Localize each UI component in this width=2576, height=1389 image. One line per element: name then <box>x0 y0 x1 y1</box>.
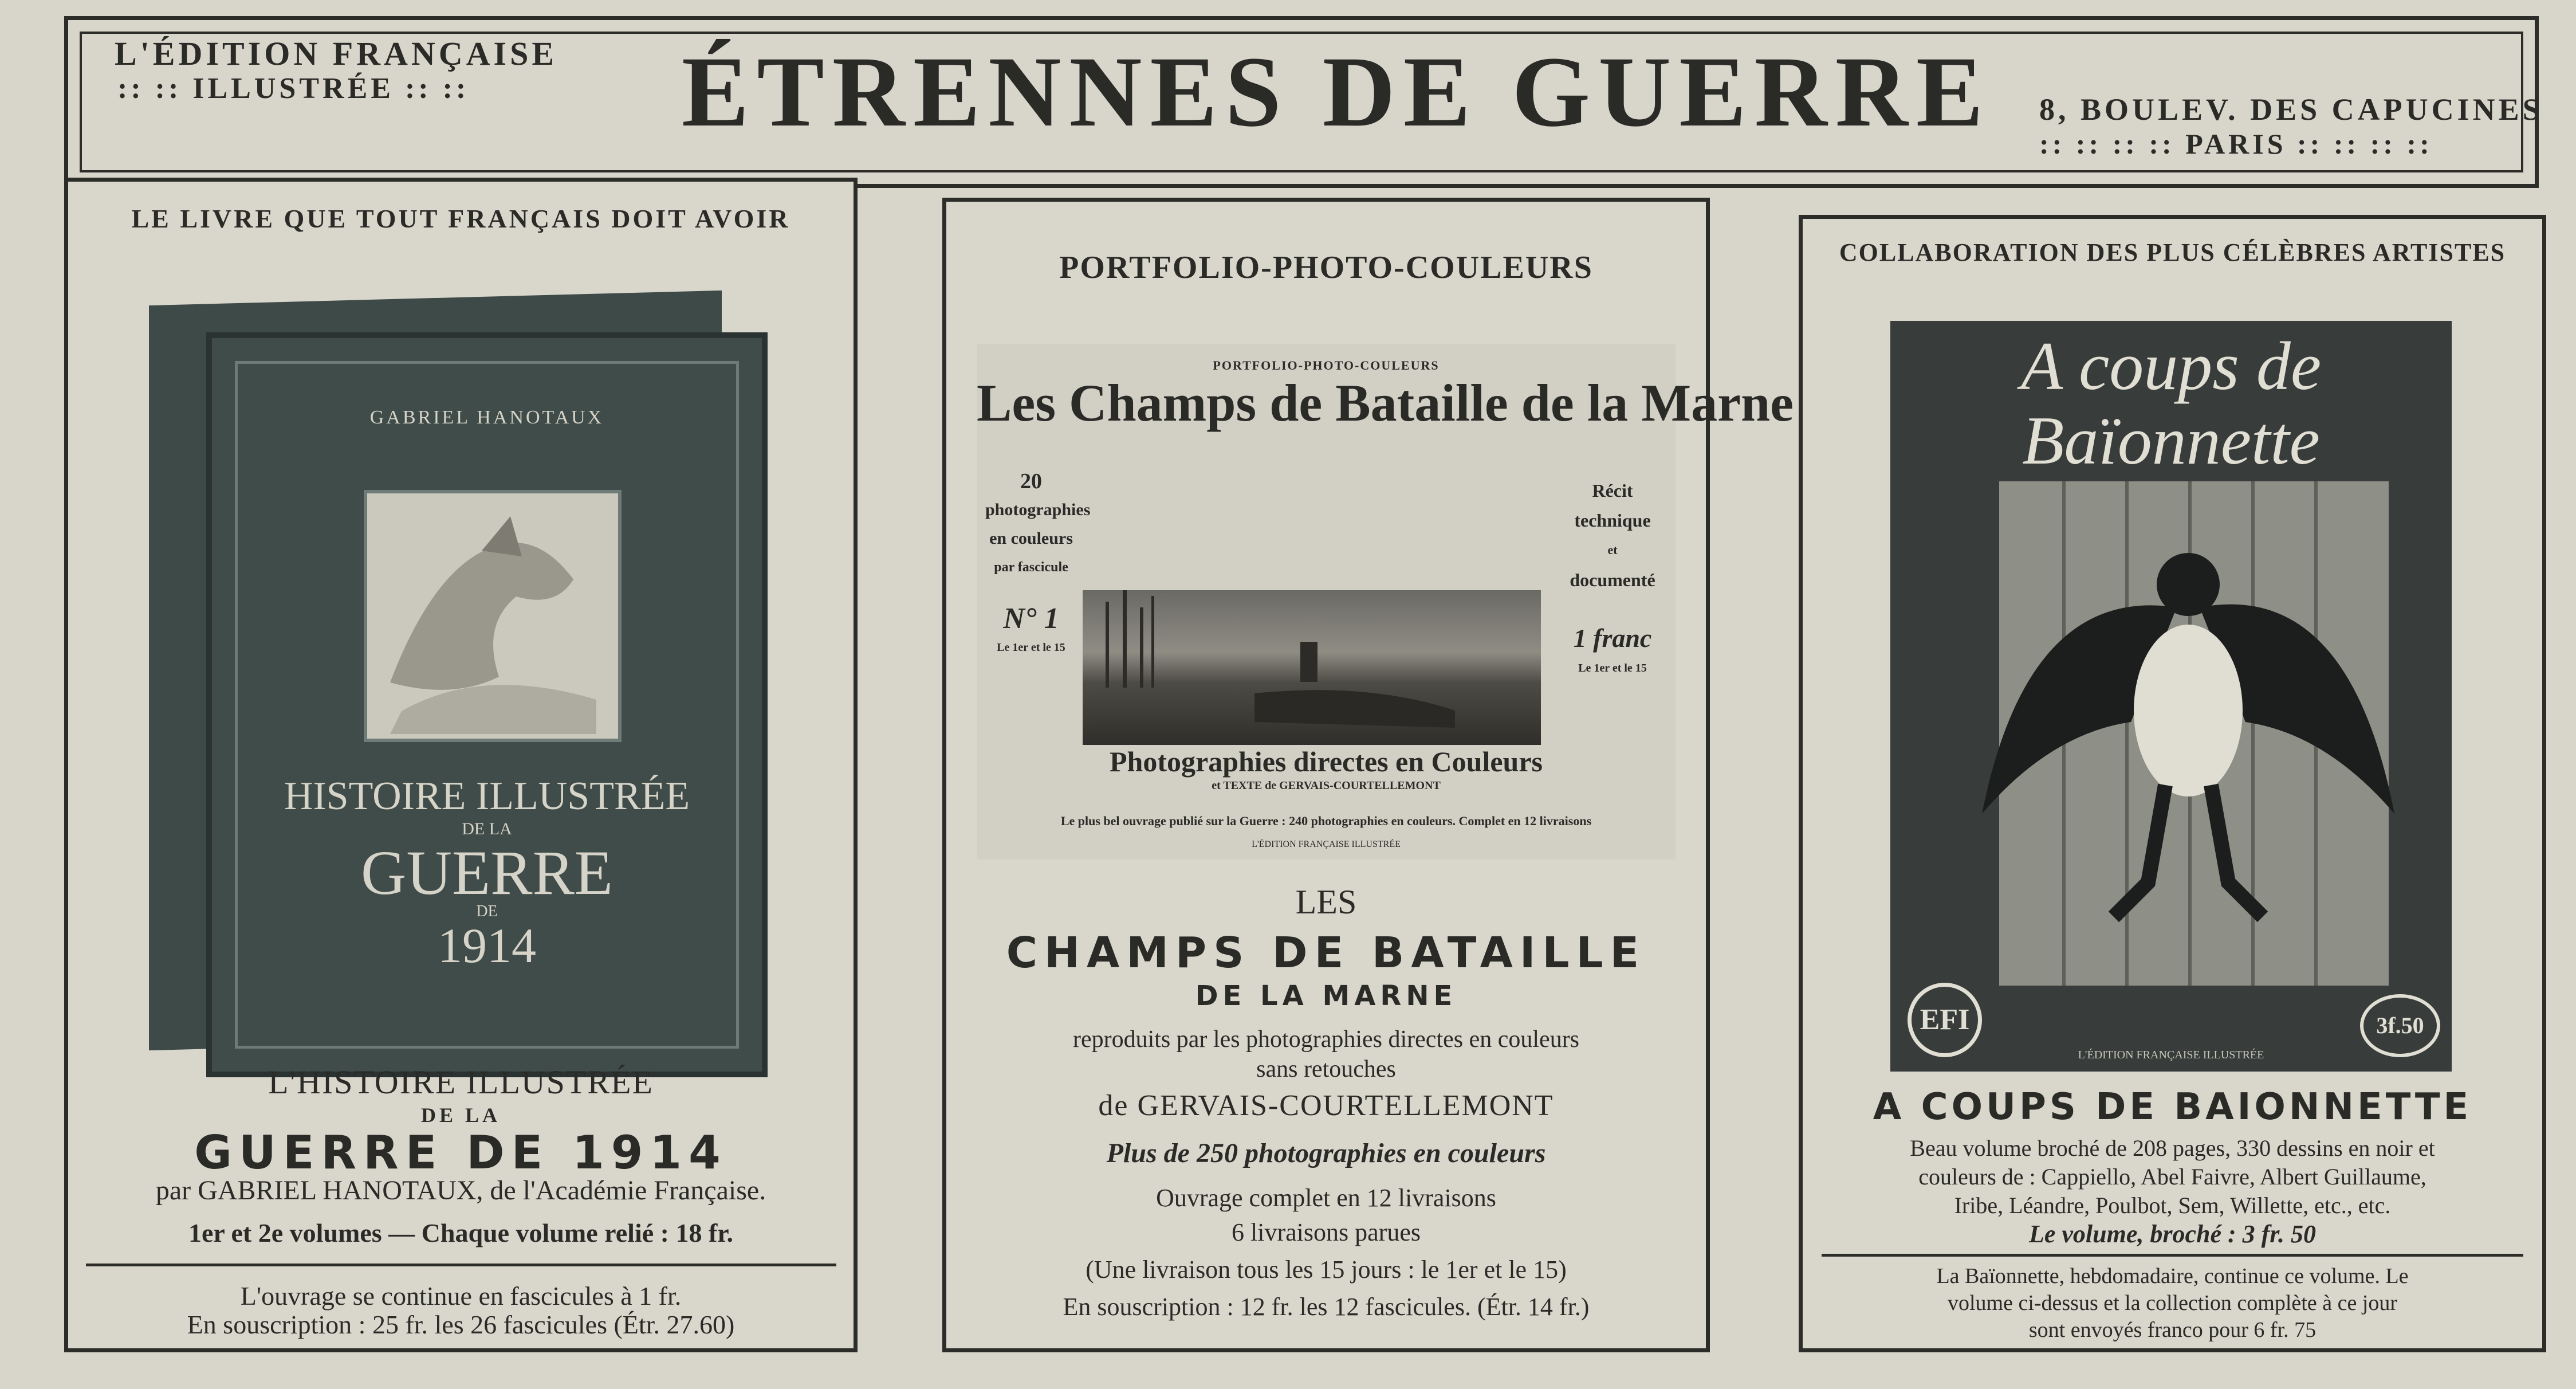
panel-caption: COLLABORATION DES PLUS CÉLÈBRES ARTISTES <box>1839 238 2506 266</box>
complete-line: Ouvrage complet en 12 livraisons <box>1156 1184 1496 1212</box>
description-line3: Iribe, Léandre, Poulbot, Sem, Willette, etc., etc. <box>1954 1192 2391 1218</box>
page-title: ÉTRENNES DE GUERRE <box>682 36 1992 148</box>
battlefield-photo <box>1083 590 1541 745</box>
book-title-line5: 1914 <box>438 918 536 973</box>
issue-price: 1 franc <box>1573 623 1652 653</box>
product-title-line1: L'HISTOIRE ILLUSTRÉE <box>268 1064 654 1101</box>
portfolio-publisher: L'ÉDITION FRANÇAISE ILLUSTRÉE <box>1252 839 1401 849</box>
panel-caption: LE LIVRE QUE TOUT FRANÇAIS DOIT AVOIR <box>131 204 791 233</box>
book-cover-illustration <box>206 332 768 1077</box>
product-title-line2: DE LA <box>420 1104 501 1127</box>
product-title-line3: DE LA MARNE <box>1195 980 1457 1012</box>
portfolio-right-column <box>1558 476 1667 683</box>
description-line1: reproduits par les photographies directes en couleurs <box>1072 1026 1580 1053</box>
product-title-line2: CHAMPS DE BATAILLE <box>1006 928 1646 978</box>
book-author: GABRIEL HANOTAUX <box>369 407 604 428</box>
publisher-subtitle: :: :: ILLUSTRÉE :: :: <box>117 72 470 105</box>
subscription-line: En souscription : 12 fr. les 12 fascicules. (Étr. 14 fr.) <box>1063 1293 1590 1321</box>
left-col-line: 20 <box>1020 469 1042 493</box>
fascicules-line: L'ouvrage se continue en fascicules à 1 fr. <box>240 1281 682 1310</box>
publisher-name: L'ÉDITION FRANÇAISE <box>115 35 558 72</box>
subscription-line: En souscription : 25 fr. les 26 fascicules (Étr. 27.60) <box>187 1310 735 1339</box>
portfolio-author: et TEXTE de GERVAIS-COURTELLEMONT <box>1212 779 1441 792</box>
divider <box>86 1264 836 1266</box>
right-col-line: technique <box>1574 510 1651 531</box>
description-line1: Beau volume broché de 208 pages, 330 dessins en noir et <box>1910 1135 2435 1161</box>
author-line: de GERVAIS-COURTELLEMONT <box>1098 1089 1554 1122</box>
publisher-address: 8, BOULEV. DES CAPUCINES <box>2039 92 2543 127</box>
product-title-line3: GUERRE DE 1914 <box>194 1126 727 1179</box>
issue-number: N° 1 <box>1003 602 1059 635</box>
volumes-line: 1er et 2e volumes — Chaque volume relié : 18 fr. <box>188 1218 733 1247</box>
book-title-line2: DE LA <box>462 819 512 838</box>
issue-date: Le 1er et le 15 <box>997 641 1065 654</box>
left-col-line: en couleurs <box>989 529 1073 548</box>
frequency-line: (Une livraison tous les 15 jours : le 1er et le 15) <box>1086 1255 1567 1284</box>
left-col-line: photographies <box>985 500 1091 519</box>
book-cover-engraving <box>364 490 622 742</box>
poster-title-line1: A coups de <box>2020 328 2322 404</box>
book-title-line1: HISTOIRE ILLUSTRÉE <box>284 774 690 818</box>
price-line: Le volume, broché : 3 fr. 50 <box>2028 1220 2317 1248</box>
winged-figure-icon <box>367 493 618 739</box>
trees-icon <box>1083 590 1541 745</box>
portfolio-subtitle: Photographies directes en Couleurs <box>1110 745 1543 778</box>
right-col-line: Récit <box>1592 480 1633 501</box>
author-line: par GABRIEL HANOTAUX, de l'Académie Française. <box>155 1175 766 1206</box>
issue-date: Le 1er et le 15 <box>1578 662 1647 674</box>
note-line2: volume ci-dessus et la collection complète à ce jour <box>1947 1291 2398 1315</box>
product-title-line1: LES <box>1295 883 1357 921</box>
book-title-line4: DE <box>476 903 498 920</box>
right-col-line: et <box>1607 543 1618 557</box>
publisher-city: :: :: :: :: PARIS :: :: :: :: <box>2039 128 2433 160</box>
right-col-line: documenté <box>1570 570 1655 590</box>
description-line2: couleurs de : Cappiello, Abel Faivre, Albert Guillaume, <box>1918 1164 2426 1190</box>
panel-caption: PORTFOLIO-PHOTO-COULEURS <box>1059 250 1593 285</box>
book-title-line3: GUERRE <box>361 838 613 908</box>
product-title: A COUPS DE BAIONNETTE <box>1873 1086 2472 1128</box>
poster-publisher: L'ÉDITION FRANÇAISE ILLUSTRÉE <box>2078 1049 2264 1061</box>
parues-line: 6 livraisons parues <box>1232 1218 1421 1246</box>
portfolio-title: Les Champs de Bataille de la Marne <box>977 374 1794 432</box>
highlight-line: Plus de 250 photographies en couleurs <box>1106 1138 1546 1168</box>
description-line2: sans retouches <box>1256 1056 1396 1082</box>
efi-logo: EFI <box>1908 983 1982 1057</box>
divider <box>1822 1254 2523 1257</box>
note-line3: sont envoyés franco pour 6 fr. 75 <box>2028 1318 2317 1342</box>
portfolio-footer: Le plus bel ouvrage publié sur la Guerre : 240 photographies en couleurs. Complet en 12 livraisons <box>1060 814 1592 828</box>
portfolio-left-column <box>985 467 1091 662</box>
poster-title-line2: Baïonnette <box>2022 402 2320 478</box>
note-line1: La Baïonnette, hebdomadaire, continue ce volume. Le <box>1936 1264 2409 1288</box>
left-col-line: par fascicule <box>994 560 1068 575</box>
portfolio-label: PORTFOLIO-PHOTO-COULEURS <box>1213 358 1440 372</box>
poster-price: 3f.50 <box>2360 994 2440 1057</box>
eagle-icon <box>1959 516 2417 974</box>
